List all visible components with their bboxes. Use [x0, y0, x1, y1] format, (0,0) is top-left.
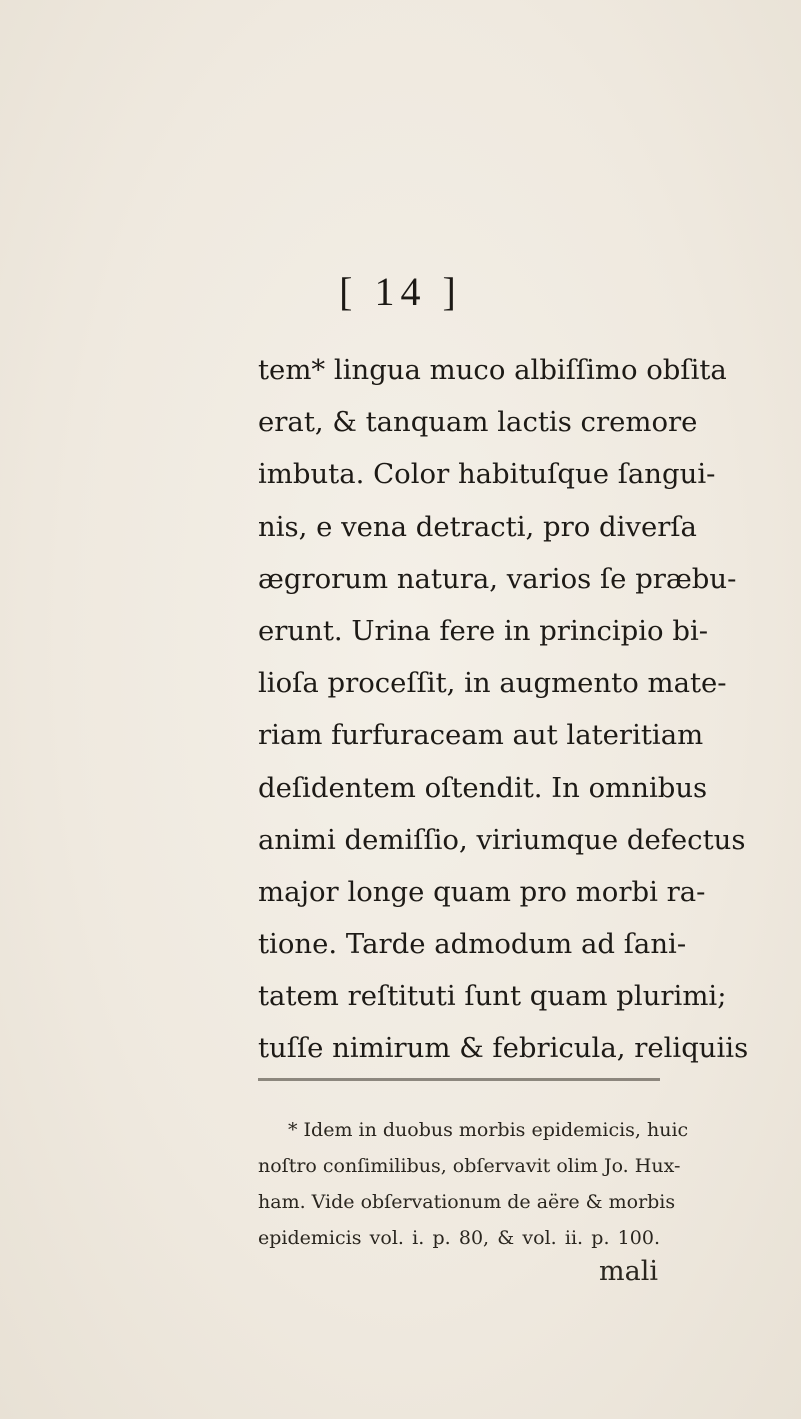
- text-line: deſidentem oſtendit. In omnibus: [258, 771, 708, 804]
- text-line: tatem reſtituti ſunt quam plurimi;: [258, 980, 727, 1013]
- main-text-block: [258, 344, 749, 1075]
- text-line: animi demiſſio, viriumque defectus: [258, 823, 746, 856]
- footnote-line: epidemicis vol. i. p. 80, & vol. ii. p. 100.: [258, 1227, 660, 1249]
- page-number: [ 14 ]: [339, 269, 462, 314]
- text-line: tione. Tarde admodum ad ſani-: [258, 928, 687, 961]
- catchword: mali: [599, 1256, 658, 1287]
- text-line: ægrorum natura, varios ſe præbu-: [258, 562, 737, 595]
- footnote-divider-rule: [258, 1078, 660, 1081]
- text-line: major longe quam pro morbi ra-: [258, 875, 706, 908]
- text-line: imbuta. Color habituſque ſangui-: [258, 458, 716, 491]
- text-line: lioſa proceſſit, in augmento mate-: [258, 667, 727, 700]
- footnote-line: noſtro conſimilibus, obſervavit olim Jo. Hux-: [258, 1155, 681, 1177]
- text-line: tem* lingua muco albiſſimo obſita: [258, 354, 727, 386]
- footnote-block: [258, 1112, 689, 1256]
- text-line: riam furfuraceam aut lateritiam: [258, 719, 704, 752]
- text-line: tuſſe nimirum & febricula, reliquiis: [258, 1032, 749, 1065]
- text-line: nis, e vena detracti, pro diverſa: [258, 510, 697, 543]
- text-line: erunt. Urina fere in principio bi-: [258, 614, 709, 647]
- text-line: erat, & tanquam lactis cremore: [258, 406, 698, 439]
- footnote-line: * Idem in duobus morbis epidemicis, huic: [288, 1119, 689, 1141]
- footnote-line: ham. Vide obſervationum de aëre & morbis: [258, 1191, 676, 1213]
